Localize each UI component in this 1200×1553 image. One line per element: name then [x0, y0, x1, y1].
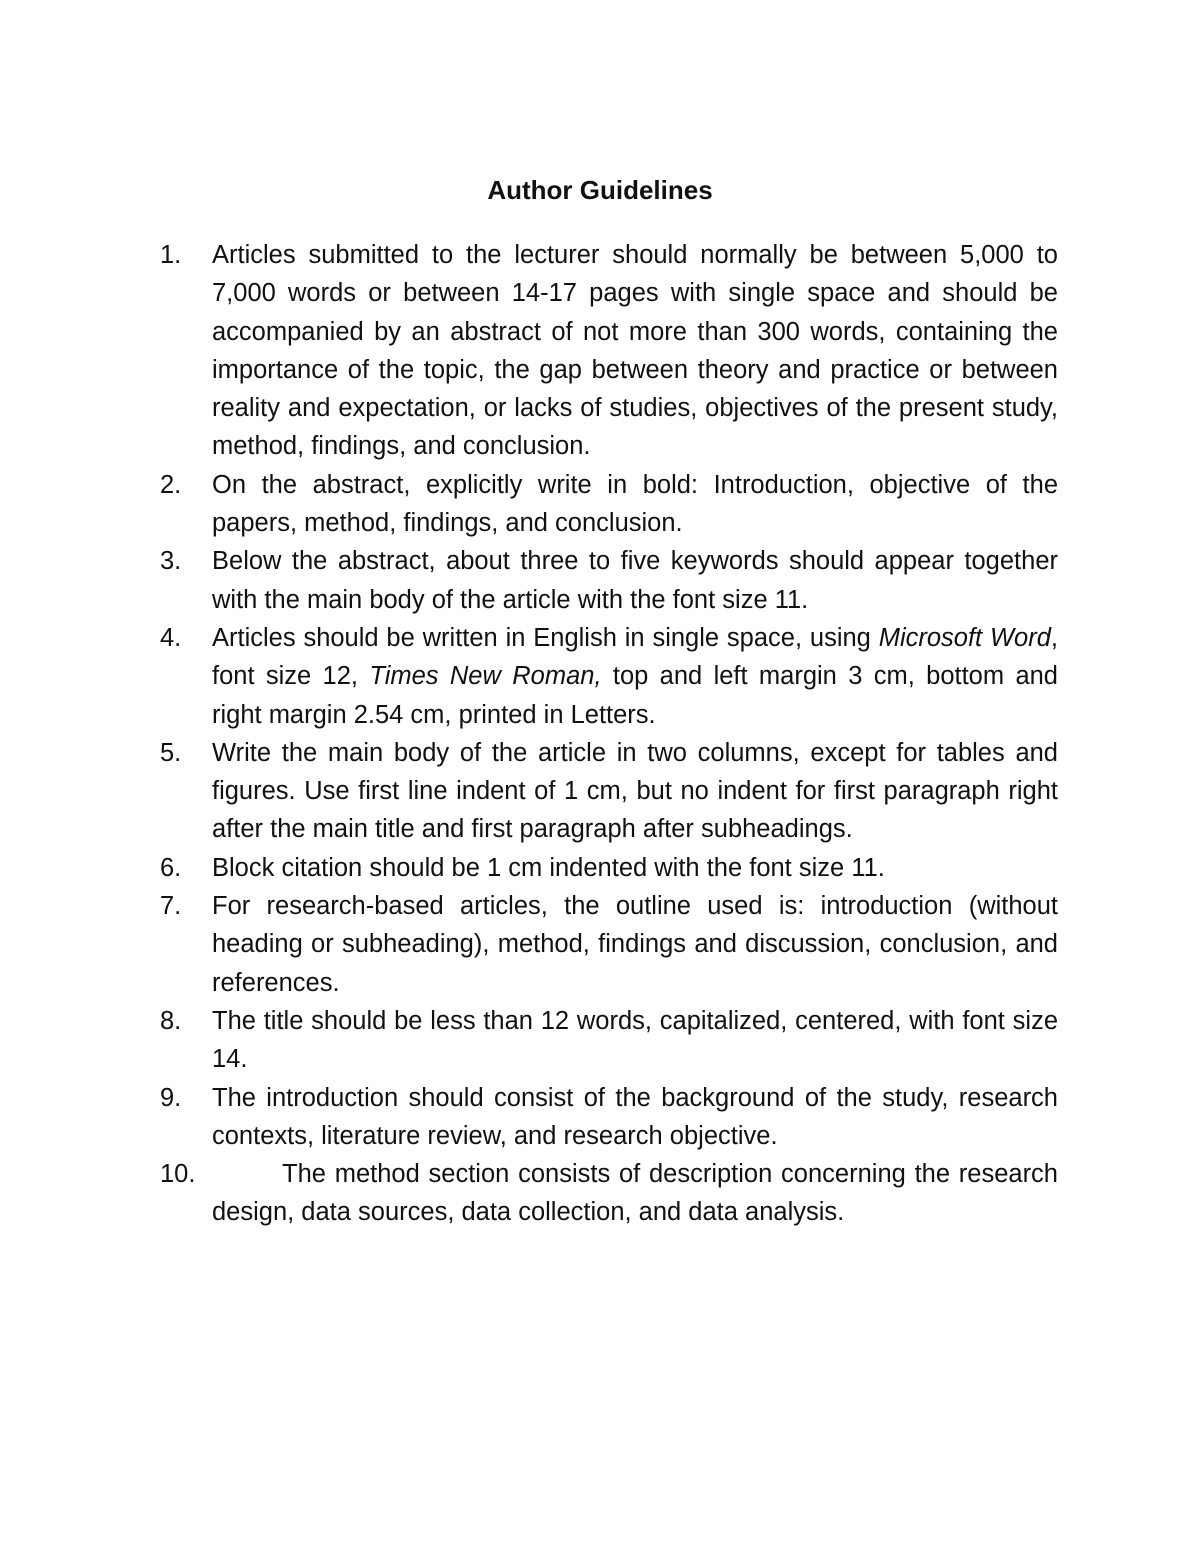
list-item-text: The method section consists of description concerning the research design, data sources, data collection, and data analysis.: [212, 1160, 1058, 1227]
list-item-number: 5.: [160, 738, 182, 767]
italic-software-name: Microsoft Word: [878, 623, 1051, 652]
list-item-text: Below the abstract, about three to five keywords should appear together with the main body of the article with the font size 11.: [212, 547, 1058, 614]
list-item-text-part: Articles should be written in English in single space, using: [212, 623, 879, 652]
guidelines-list: [160, 236, 1058, 1232]
list-item-text: Block citation should be 1 cm indented with the font size 11.: [212, 853, 885, 882]
list-item: [160, 236, 1058, 466]
list-item-number: 4.: [160, 623, 182, 652]
list-item-text: For research-based articles, the outline used is: introduction (without heading or subheading), method, findings and discussion, conclusion, and references.: [212, 892, 1058, 997]
list-item-number: 8.: [160, 1006, 182, 1035]
list-item-text: The title should be less than 12 words, capitalized, centered, with font size 14.: [212, 1006, 1058, 1074]
list-item: [160, 849, 1058, 887]
list-item-number: 7.: [160, 892, 182, 921]
list-item-text: Write the main body of the article in two columns, except for tables and figures. Use first line indent of 1 cm, but no indent for first paragraph right after the main title and first paragraph after subheadings.: [212, 738, 1058, 844]
list-item-text: [212, 624, 1058, 729]
list-item: [160, 619, 1058, 734]
italic-font-name: Times New Roman,: [369, 662, 602, 691]
page-title: Author Guidelines: [487, 175, 713, 205]
list-item-number: 6.: [160, 853, 182, 882]
list-item-text-part: , font size 12,: [212, 623, 1058, 691]
list-item: [160, 1155, 1058, 1232]
list-item: [160, 734, 1058, 849]
list-item: [160, 887, 1058, 1002]
list-item-number: 10.: [160, 1160, 196, 1189]
list-item-number: 2.: [160, 470, 182, 499]
list-item-number: 9.: [160, 1083, 182, 1112]
list-item: [160, 1079, 1058, 1156]
list-item-number: 1.: [160, 241, 182, 269]
list-item: [160, 542, 1058, 619]
list-item-text: Articles submitted to the lecturer should normally be between 5,000 to 7,000 words or between 14-17 pages with single space and should be accompanied by an abstract of not more than 300 words, containing the importance of the topic, the gap between theory and practice or between reality and expectation, or lacks of studies, objectives of the present study, method, findings, and conclusion.: [212, 241, 1058, 461]
list-item-number: 3.: [160, 547, 182, 576]
list-item: [160, 466, 1058, 543]
list-item-text: The introduction should consist of the background of the study, research contexts, literature review, and research objective.: [212, 1083, 1058, 1150]
list-item-text: On the abstract, explicitly write in bold: Introduction, objective of the papers, method, findings, and conclusion.: [212, 470, 1058, 538]
list-item: [160, 1002, 1058, 1079]
list-item-text-part: top and left margin 3 cm, bottom and right margin 2.54 cm, printed in Letters.: [212, 662, 1058, 729]
